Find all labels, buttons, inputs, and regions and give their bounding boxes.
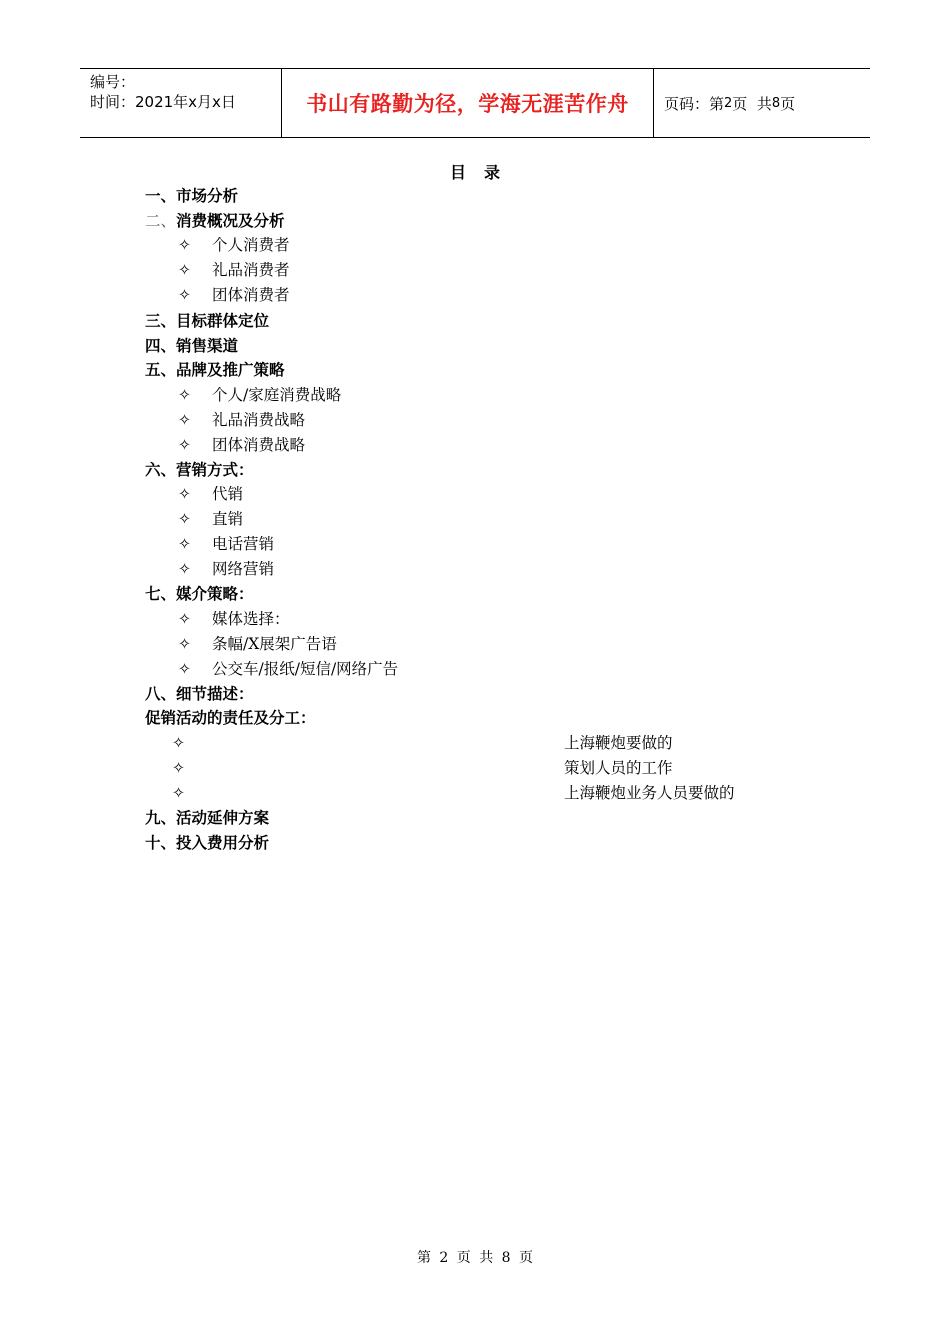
page-label-mid: 页 共 [732, 94, 772, 113]
toc-item-text: 网络营销 [212, 560, 275, 578]
toc-item [178, 658, 398, 680]
toc-item [178, 508, 243, 530]
number-label: 编号： [90, 73, 136, 91]
toc-item-text: 策划人员的工作 [564, 759, 673, 777]
bullet-diamond-icon: ✧ [178, 485, 191, 503]
header-page-cell [654, 69, 870, 137]
toc-item [178, 284, 290, 306]
toc-item-text: 公交车/报纸/短信/网络广告 [212, 660, 399, 678]
toc-item-text: 代销 [212, 485, 244, 503]
page-header [80, 68, 870, 138]
toc-item-text: 个人消费者 [212, 236, 290, 254]
toc-section-8: 八、细节描述： [145, 685, 254, 703]
bullet-diamond-icon: ✧ [172, 734, 185, 752]
toc-section-7: 七、媒介策略： [145, 585, 254, 603]
toc-item [178, 384, 341, 406]
toc-item [178, 633, 337, 655]
bullet-diamond-icon: ✧ [178, 411, 191, 429]
page-label-post: 页 [780, 94, 796, 113]
bullet-diamond-icon: ✧ [172, 784, 185, 802]
toc-item [178, 434, 305, 456]
motto-text: 书山有路勤为径，学海无涯苦作舟 [306, 92, 629, 116]
bullet-diamond-icon: ✧ [178, 286, 191, 304]
time-label: 时间：2021年x月x日 [90, 93, 236, 111]
section-2-number: 二、 [145, 212, 177, 230]
toc-item-text: 直销 [212, 510, 244, 528]
toc-item [178, 234, 290, 256]
toc-item-text: 团体消费战略 [212, 436, 306, 454]
toc-section-5: 五、品牌及推广策略 [145, 361, 285, 379]
toc-item-text: 礼品消费者 [212, 261, 290, 279]
toc-item [178, 409, 305, 431]
toc-item [178, 608, 290, 630]
toc-item-text: 条幅/X展架广告语 [212, 635, 337, 653]
page-label-pre: 页码：第 [664, 94, 725, 113]
toc-item-text: 电话营销 [212, 535, 275, 553]
toc-section-6: 六、营销方式： [145, 461, 254, 479]
toc-item [178, 483, 243, 505]
header-motto-cell [281, 69, 654, 137]
bullet-diamond-icon: ✧ [178, 635, 191, 653]
toc-item-text: 媒体选择： [212, 610, 290, 628]
bullet-diamond-icon: ✧ [178, 261, 191, 279]
toc-item-text: 礼品消费战略 [212, 411, 306, 429]
bullet-diamond-icon: ✧ [178, 560, 191, 578]
toc-title: 目录 [449, 163, 518, 182]
toc-section-4: 四、销售渠道 [145, 337, 239, 355]
toc-item-text: 团体消费者 [212, 286, 290, 304]
section-2-text: 消费概况及分析 [176, 212, 285, 230]
header-info-cell [80, 69, 281, 137]
bullet-diamond-icon: ✧ [178, 436, 191, 454]
toc-item [178, 558, 274, 580]
toc-section-10: 十、投入费用分析 [145, 834, 270, 852]
bullet-diamond-icon: ✧ [178, 510, 191, 528]
page-current: 2 [724, 95, 733, 111]
toc-section-1: 一、市场分析 [145, 187, 239, 205]
bullet-diamond-icon: ✧ [178, 660, 191, 678]
toc-section-2 [145, 210, 285, 232]
toc-item-text: 个人/家庭消费战略 [212, 386, 342, 404]
bullet-diamond-icon: ✧ [178, 610, 191, 628]
bullet-diamond-icon: ✧ [178, 535, 191, 553]
toc-item [178, 259, 290, 281]
bullet-diamond-icon: ✧ [172, 759, 185, 777]
toc-section-3: 三、目标群体定位 [145, 312, 270, 330]
toc-item-text: 上海鞭炮业务人员要做的 [564, 784, 735, 802]
bullet-diamond-icon: ✧ [178, 386, 191, 404]
toc-item [178, 533, 274, 555]
bullet-diamond-icon: ✧ [178, 236, 191, 254]
toc-item-text: 上海鞭炮要做的 [564, 734, 673, 752]
toc-section-9: 九、活动延伸方案 [145, 809, 270, 827]
page-footer: 第 2 页 共 8 页 [416, 1250, 534, 1266]
toc-section-8-sub: 促销活动的责任及分工： [145, 709, 316, 727]
page-total: 8 [771, 95, 781, 111]
